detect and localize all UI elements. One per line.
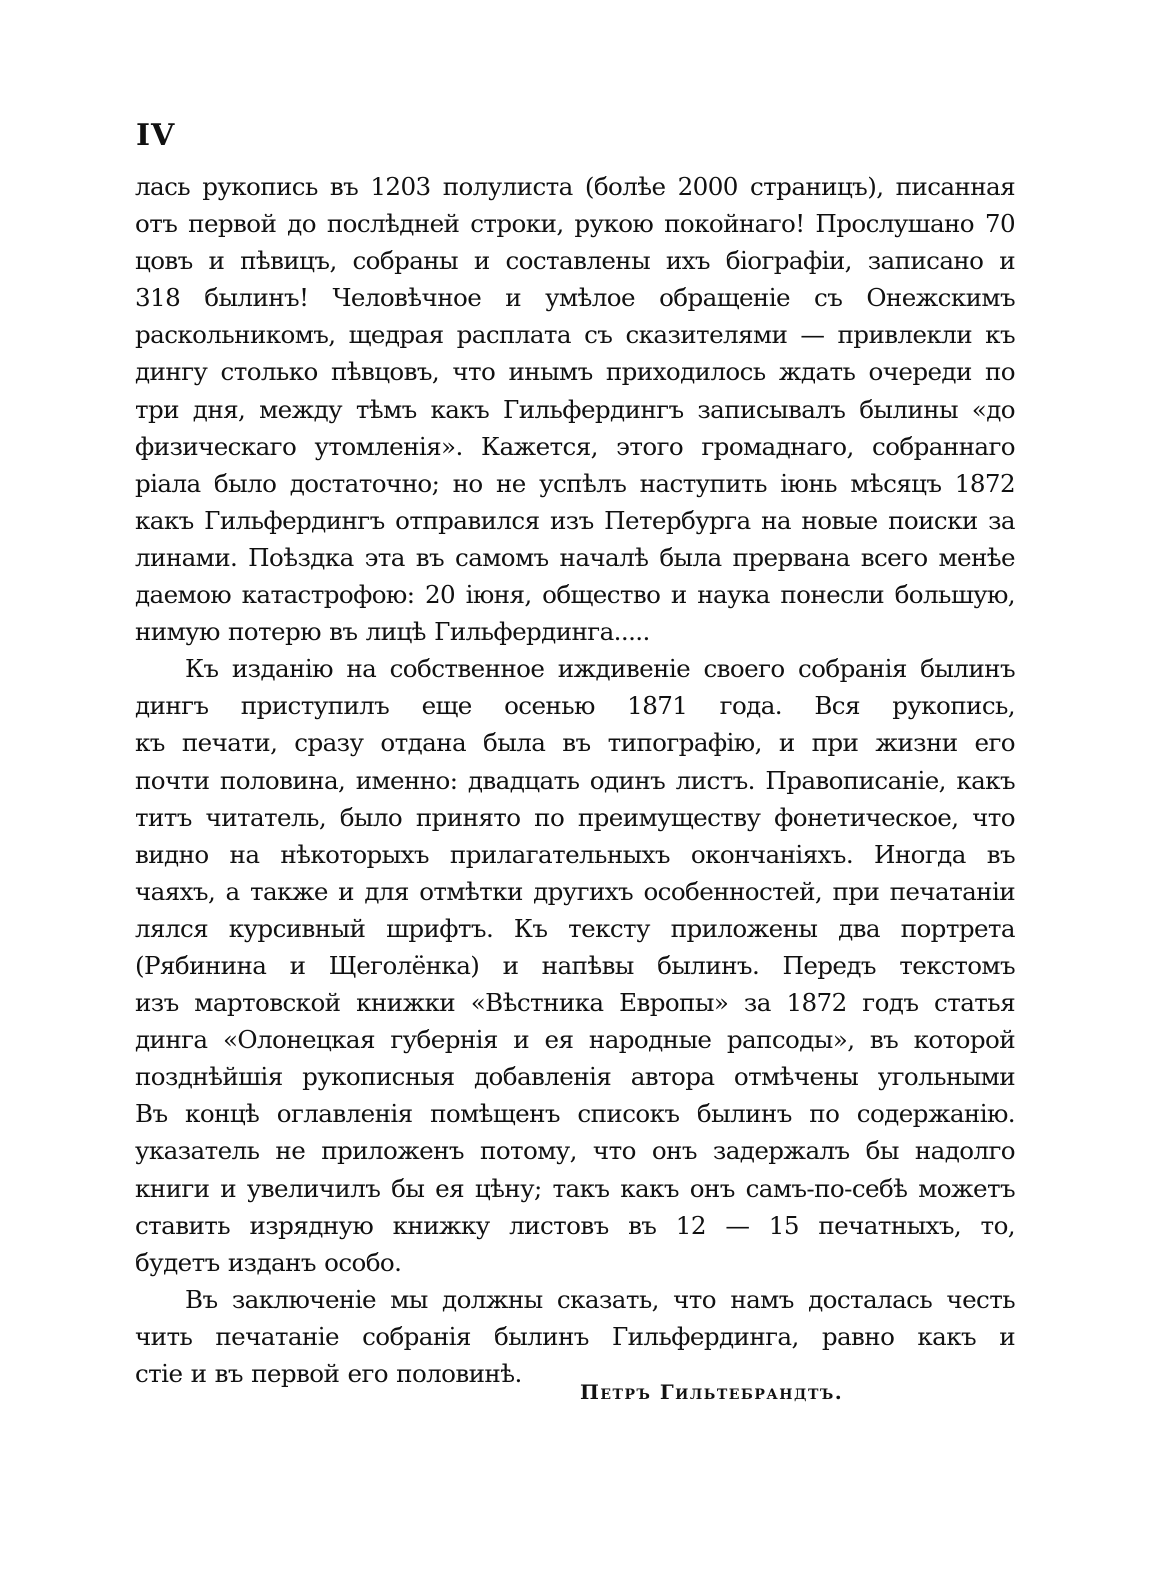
text-line: почти половина, именно: двадцать одинъ листъ. Правописаніе, какъ [135,765,1015,795]
text-line: динга «Олонецкая губернія и ея народные рапсоды», въ которой [135,1025,1015,1055]
text-line: Въ заключеніе мы должны сказать, что намъ досталась честь [185,1284,1015,1314]
text-line: стіе и въ первой его половинѣ. [135,1359,522,1388]
text-line: Въ концѣ оглавленія помѣщенъ списокъ былинъ по содержанію. [135,1099,1015,1129]
text-line: даемою катастрофою: 20 іюня, общество и наука понесли большую, [135,580,1015,610]
text-line: лась рукопись въ 1203 полулиста (болѣе 2000 страницъ), писанная [135,172,1015,201]
text-line: физическаго утомленія». Кажется, этого громаднаго, собраннаго [135,431,1015,461]
text-line: къ печати, сразу отдана была въ типографію, и при жизни его [135,728,1015,758]
text-line: чить печатаніе собранія былинъ Гильфердинга, равно какъ и [135,1321,1015,1351]
paragraph-2 [135,650,1015,1281]
text-line: Къ изданію на собственное иждивеніе своего собранія былинъ [185,654,1015,684]
text-line: цовъ и пѣвицъ, собраны и составлены ихъ біографіи, записано и [135,246,1015,276]
body-text [135,168,1015,1392]
text-line: нимую потерю въ лицѣ Гильфердинга..... [135,617,650,647]
text-line: какъ Гильфердингъ отправился изъ Петербурга на новые поиски за [135,505,1015,535]
text-line: три дня, между тѣмъ какъ Гильфердингъ записывалъ былины «до [135,394,1015,424]
text-line: лялся курсивный шрифтъ. Къ тексту приложены два портрета [135,913,1015,943]
text-line: указатель не приложенъ потому, что онъ задержалъ бы надолго [135,1136,1015,1166]
text-line: дингъ приступилъ еще осенью 1871 года. Вся рукопись, [135,691,1015,721]
text-line: ріала было достаточно; но не успѣлъ наступить іюнь мѣсяцъ 1872 [135,468,1015,498]
text-line: дингу столько пѣвцовъ, что инымъ приходилось ждать очереди по [135,357,1015,387]
text-line: позднѣйшія рукописныя добавленія автора отмѣчены угольными [135,1062,1015,1092]
paragraph-3 [135,1281,1015,1392]
text-line: раскольникомъ, щедрая расплата съ сказителями — привлекли къ [135,320,1015,350]
text-line: ставить изрядную книжку листовъ въ 12 — 15 печатныхъ, то, [135,1210,1015,1240]
text-line: 318 былинъ! Человѣчное и умѣлое обращеніе съ Онежскимъ [135,283,1015,313]
author-signature: Петръ Гильтебрандтъ. [580,1380,844,1404]
text-line: отъ первой до послѣдней строки, рукою покойнаго! Прослушано 70 [135,209,1015,239]
text-line: (Рябинина и Щеголёнка) и напѣвы былинъ. Передъ текстомъ [135,950,1015,980]
text-line: будетъ изданъ особо. [135,1247,402,1277]
text-line: чаяхъ, а также и для отмѣтки другихъ особенностей, при печатаніи [135,876,1015,906]
text-line: изъ мартовской книжки «Вѣстника Европы» за 1872 годъ статья [135,988,1015,1018]
text-line: линами. Поѣздка эта въ самомъ началѣ была прервана всего менѣе [135,542,1015,572]
text-line: видно на нѣкоторыхъ прилагательныхъ окончаніяхъ. Иногда въ [135,839,1015,869]
page-number: IV [136,118,176,153]
text-line: титъ читатель, было принято по преимуществу фонетическое, что [135,802,1015,832]
text-line: книги и увеличилъ бы ея цѣну; такъ какъ онъ самъ-по-себѣ можетъ [135,1173,1015,1203]
paragraph-1 [135,168,1015,650]
